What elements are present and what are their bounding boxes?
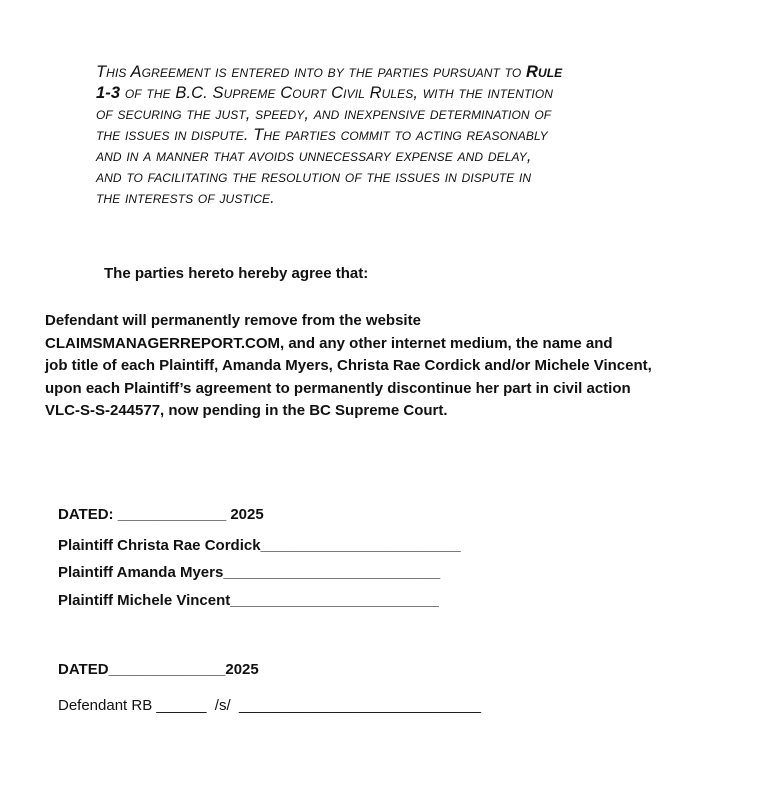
- preamble-paragraph: [96, 62, 686, 209]
- preamble-text: This Agreement is entered into by the parties pursuant to: [96, 63, 526, 81]
- terms-line-1: Defendant will permanently remove from the website: [45, 312, 421, 329]
- dated-blank[interactable]: ______________: [108, 661, 226, 678]
- signatory-label: Defendant RB: [58, 697, 157, 714]
- plaintiff-dated-line: [58, 506, 264, 523]
- defendant-signature-line: [58, 697, 481, 714]
- terms-line-3: job title of each Plaintiff, Amanda Myers, Christa Rae Cordick and/or Michele Vincent,: [45, 357, 652, 374]
- terms-line-5: VLC-S-S-244577, now pending in the BC Supreme Court.: [45, 402, 448, 419]
- signatory-label: Plaintiff Christa Rae Cordick: [58, 537, 261, 554]
- rule-word: Rule: [525, 63, 563, 81]
- defendant-dated-line: [58, 661, 259, 678]
- preamble-text: of the B.C. Supreme Court Civil Rules, with the intention: [120, 84, 554, 102]
- preamble-line-1: [96, 62, 686, 83]
- signature-line-vincent: [58, 592, 439, 609]
- signatory-label: Plaintiff Michele Vincent: [58, 592, 231, 609]
- dated-blank[interactable]: _____________: [117, 506, 227, 523]
- initial-blank[interactable]: ______: [156, 697, 207, 714]
- signature-blank[interactable]: ________________________: [260, 537, 461, 554]
- dated-label: DATED: [58, 661, 109, 678]
- agreement-terms: [45, 310, 745, 423]
- signature-blank[interactable]: _________________________: [230, 592, 439, 609]
- dated-label: DATED:: [58, 506, 118, 523]
- preamble-line-5: and in a manner that avoids unnecessary expense and delay,: [96, 147, 532, 165]
- terms-line-2: CLAIMSMANAGERREPORT.COM, and any other internet medium, the name and: [45, 334, 613, 352]
- dated-year: 2025: [225, 661, 259, 678]
- signature-line-myers: [58, 564, 440, 581]
- preamble-line-3: of securing the just, speedy, and inexpensive determination of: [96, 105, 552, 123]
- preamble-line-6: and to facilitating the resolution of the issues in dispute in: [96, 168, 532, 186]
- preamble-line-7: the interests of justice.: [96, 189, 275, 207]
- signature-mark: /s/: [206, 697, 239, 714]
- rule-number: 1-3: [96, 84, 121, 102]
- signature-line-cordick: [58, 537, 461, 554]
- agreement-intro: The parties hereto hereby agree that:: [104, 265, 369, 282]
- signature-blank[interactable]: _____________________________: [238, 697, 481, 714]
- preamble-line-4: the issues in dispute. The parties commit to acting reasonably: [96, 126, 548, 144]
- signature-blank[interactable]: __________________________: [223, 564, 441, 581]
- terms-line-4: upon each Plaintiff’s agreement to permanently discontinue her part in civil action: [45, 379, 631, 397]
- preamble-line-2: [96, 83, 686, 104]
- signatory-label: Plaintiff Amanda Myers: [58, 564, 224, 581]
- dated-year: 2025: [226, 506, 264, 523]
